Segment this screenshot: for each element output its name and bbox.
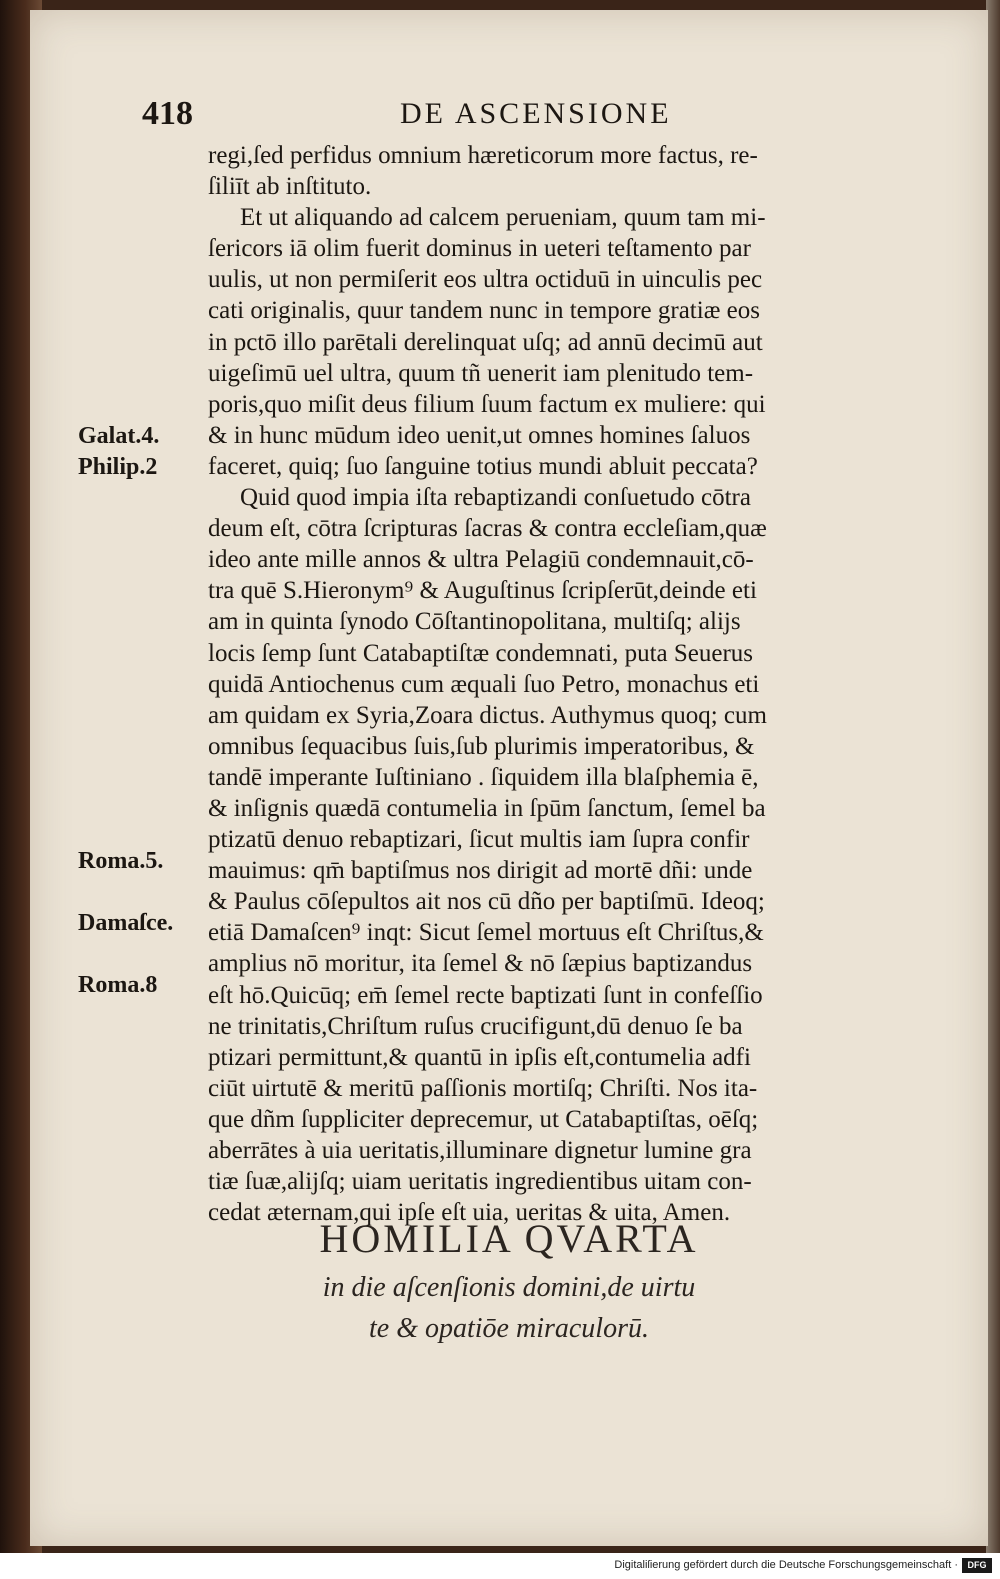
text-line: & Paulus cōſepultos ait nos cū dño per baptiſmū. Ideoq; [208, 888, 765, 916]
text-line: am in quinta ſynodo Cōſtantinopolitana, multiſq; alijs [208, 608, 741, 636]
text-line: ptizatū denuo rebaptizari, ſicut multis iam ſupra confir [208, 826, 750, 854]
margin-note-galatians: Galat.4. [78, 423, 160, 449]
text-line: mauimus: qm̄ baptiſmus nos dirigit ad mortē dñi: unde [208, 857, 753, 885]
homily-title: HOMILIA QVARTA [319, 1216, 699, 1261]
text-line: uigeſimū uel ultra, quum tñ uenerit iam plenitudo tem- [208, 359, 754, 387]
funding-credit: Digitaliſierung gefördert durch die Deutsche Forschungsgemeinschaft · [614, 1559, 958, 1571]
text-line: tandē imperante Iuſtiniano . ſiquidem illa blaſphemia ē, [208, 763, 759, 791]
text-line: ne trinitatis,Chriſtum ruſus crucifigunt,dū denuo ſe ba [208, 1012, 743, 1040]
body-text [208, 140, 943, 1228]
margin-note-philippians: Philip.2 [78, 454, 158, 480]
text-line: am quidam ex Syria,Zoara dictus. Authymus quoq; cum [208, 701, 767, 729]
text-line: omnibus ſequacibus ſuis,ſub plurimis imperatoribus, & [208, 732, 755, 760]
text-line: ſiliīt ab inſtituto. [208, 173, 372, 201]
text-line: ptizari permittunt,& quantū in ipſis eſt,contumelia adfi [208, 1043, 751, 1071]
text-line: tra quē S.Hieronym⁹ & Auguſtinus ſcripſerūt,deinde eti [208, 577, 757, 605]
text-line: eſt hō.Quicūq; em̄ ſemel recte baptizati ſunt in confeſſio [208, 981, 763, 1009]
text-line: deum eſt, cōtra ſcripturas ſacras & contra eccleſiam,quæ [208, 515, 767, 543]
text-line: ſericors iā olim fuerit dominus in ueteri teſtamento par [208, 235, 751, 263]
margin-note-damascenus: Damaſce. [78, 910, 174, 936]
text-line: cati originalis, quur tandem nunc in tempore gratiæ eos [208, 297, 760, 325]
text-line: uulis, ut non permiſerit eos ultra octiduū in uinculis pec [208, 266, 763, 294]
text-line: quidā Antiochenus cum æquali ſuo Petro, monachus eti [208, 670, 760, 698]
text-line: amplius nō moritur, ita ſemel & nō ſæpius baptizandus [208, 950, 753, 978]
homily-subtitle-line-2: te & opatiōe miraculorū. [369, 1313, 649, 1344]
dfg-logo: DFG [962, 1558, 992, 1573]
text-line: locis ſemp ſunt Catabaptiſtæ condemnati, puta Seuerus [208, 639, 754, 667]
text-line: in pctō illo parētali derelinquat uſq; ad annū decimū aut [208, 328, 763, 356]
text-line: ciūt uirtutē & meritū paſſionis mortiſq; Chriſti. Nos ita- [208, 1074, 758, 1102]
text-line: & in hunc mūdum ideo uenit,ut omnes homines ſaluos [208, 421, 751, 449]
homily-subtitle-line-1: in die aſcenſionis domini,de uirtu [322, 1272, 696, 1303]
text-line: cedat æternam,qui ipſe eſt uia, ueritas & uita, Amen. [208, 1199, 731, 1227]
text-line: faceret, quiq; ſuo ſanguine totius mundi abluit peccata? [208, 452, 758, 480]
page-number: 418 [142, 95, 193, 132]
page-edge [986, 0, 1000, 1553]
text-line: ideo ante mille annos & ultra Pelagiū condemnauit,cō- [208, 546, 754, 574]
text-line: regi,ſed perfidus omnium hæreticorum more factus, re- [208, 142, 758, 169]
footer-bar [0, 1553, 1000, 1579]
running-head [30, 95, 988, 135]
text-line: & inſignis quædā contumelia in ſpūm ſanctum, ſemel ba [208, 794, 766, 822]
text-line: aberrātes à uia ueritatis,illuminare dignetur lumine gra [208, 1137, 752, 1164]
text-line: que dñm ſuppliciter deprecemur, ut Catabaptiſtas, oēſq; [208, 1105, 759, 1133]
text-line: poris,quo miſit deus filium ſuum factum ex muliere: qui [208, 390, 766, 418]
book-page [30, 10, 988, 1546]
text-line: Et ut aliquando ad calcem perueniam, quum tam mi- [240, 204, 766, 232]
text-line: etiā Damaſcen⁹ inqt: Sicut ſemel mortuus eſt Chriſtus,& [208, 919, 764, 947]
text-line: tiæ ſuæ,alijſq; uiam ueritatis ingredientibus uitam con- [208, 1168, 752, 1196]
text-line: Quid quod impia iſta rebaptizandi conſuetudo cōtra [240, 484, 751, 512]
running-title: DE ASCENSIONE [400, 97, 672, 130]
margin-note-romans-8: Roma.8 [78, 972, 158, 998]
margin-note-romans-5: Roma.5. [78, 848, 164, 874]
